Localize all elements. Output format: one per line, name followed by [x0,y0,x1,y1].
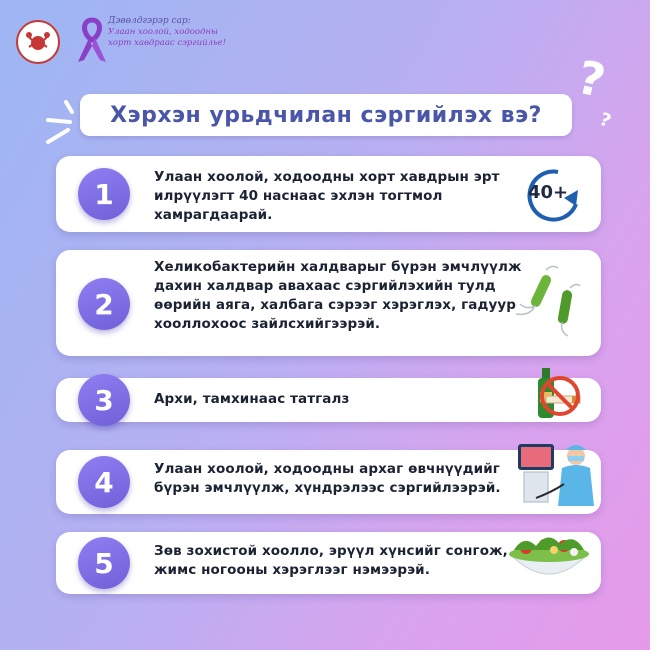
step-number: 3 [78,374,130,426]
age-badge: 40+ [528,182,569,203]
purple-ribbon-icon [72,16,112,66]
ribbon-caption [108,16,248,49]
salad-bowl-icon [504,524,594,590]
no-alcohol-no-smoking-icon [526,364,586,424]
tip-text: Зөв зохистой хоолло, эрүүл хүнсийг сонгож, жимс ногооны хэрэглээг нэмээрэй. [154,543,508,578]
tip-card-1 [56,156,601,232]
step-number: 2 [78,278,130,330]
crab-emblem-icon [23,27,53,57]
step-number: 4 [78,456,130,508]
tip-text: Хеликобактерийн халдварыг бүрэн эмчлүүлж дахин халдвар авахаас сэргийлэхийн тулд өөрийн аяга, халбага сэрээг хэрэглэх, гадуур хооллохоос зайлсхийгээрэй. [154,259,522,332]
ribbon-line-1: Дэвөлдгэрэр сар: [108,16,191,26]
bacteria-icon [506,260,591,340]
tip-card-2 [56,250,601,356]
hospital-logo [16,20,60,64]
tip-text: Улаан хоолой, ходоодны хорт хавдрын эрт илрүүлэгт 40 наснаас эхлэн тогтмол хамрагдаарай. [154,169,500,223]
tip-card-4 [56,450,601,514]
step-number: 5 [78,537,130,589]
burst-lines-icon [42,98,76,148]
endoscopy-doctor-icon [516,438,600,518]
title-banner [80,94,572,136]
step-number: 1 [78,168,130,220]
small-question-mark-icon: ? [596,108,614,133]
tip-card-5 [56,532,601,594]
tip-text: Архи, тамхинаас татгалз [154,391,350,407]
ribbon-line-3: хорт хавдраас сэргийлье! [108,38,227,48]
page-title: Хэрхэн урьдчилан сэргийлэх вэ? [110,102,542,128]
ribbon-line-2: Улаан хоолой, ходоодны [108,27,218,37]
awareness-ribbon-banner [72,16,227,66]
tip-text: Улаан хоолой, ходоодны архаг өвчнүүдийг бүрэн эмчлүүлж, хүндрэлээс сэргийлээрэй. [154,461,501,496]
tip-card-3 [56,378,601,422]
age-40-plus-icon [518,164,588,224]
question-mark-icon: ? [572,49,611,109]
